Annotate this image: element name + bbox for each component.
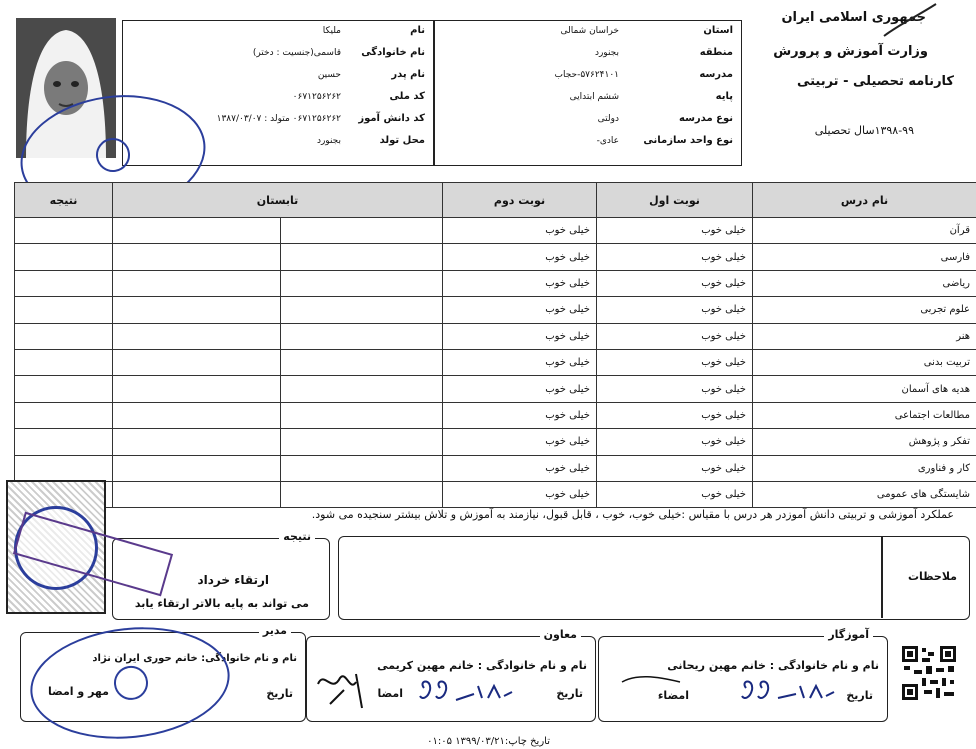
term1-cell: خیلی خوب <box>597 218 753 244</box>
eligibility-text: می تواند به پایه بالاتر ارتقاء یابد <box>134 597 309 610</box>
summer-cell-2 <box>281 297 443 323</box>
teacher-date-label: تاریخ <box>846 689 873 702</box>
summer-cell-2 <box>281 349 443 375</box>
table-row <box>15 270 976 296</box>
term1-cell: خیلی خوب <box>597 323 753 349</box>
subject-cell: ریاضی <box>753 270 976 296</box>
summer-cell <box>113 218 281 244</box>
grades-table <box>14 182 976 508</box>
table-row <box>15 455 976 481</box>
summer-cell <box>113 376 281 402</box>
term1-cell: خیلی خوب <box>597 376 753 402</box>
student-info-label: محل تولد <box>379 135 425 146</box>
teacher-date-handwritten <box>738 676 838 706</box>
table-header-row <box>15 183 976 218</box>
term1-cell: خیلی خوب <box>597 481 753 507</box>
col-result: نتیجه <box>15 183 113 218</box>
table-row <box>15 349 976 375</box>
table-row <box>15 402 976 428</box>
summer-cell-2 <box>281 376 443 402</box>
school-info-label: منطقه <box>699 47 733 58</box>
term1-cell: خیلی خوب <box>597 297 753 323</box>
student-info-value: ملیکا <box>322 26 341 36</box>
term2-cell: خیلی خوب <box>443 218 597 244</box>
summer-cell <box>113 297 281 323</box>
subject-cell: هنر <box>753 323 976 349</box>
student-info-value: حسین <box>317 70 341 80</box>
school-year: ۱۳۹۸-۹۹سال تحصیلی <box>814 124 914 137</box>
revenue-stamp <box>6 480 106 614</box>
subject-cell: علوم تجربی <box>753 297 976 323</box>
subject-cell: فارسی <box>753 244 976 270</box>
student-info-label: نام <box>410 25 425 36</box>
summer-cell <box>113 349 281 375</box>
teacher-role: آموزگار <box>824 628 873 641</box>
term2-cell: خیلی خوب <box>443 244 597 270</box>
school-info-value: خراسان شمالی <box>560 26 619 36</box>
summer-cell <box>113 481 281 507</box>
teacher-sign-label: امضاء <box>657 689 689 702</box>
principal-name: نام و نام خانوادگی: خانم حوری ایران نژاد <box>92 653 297 664</box>
subject-cell: هدیه های آسمان <box>753 376 976 402</box>
student-info-label: نام پدر <box>391 69 425 80</box>
promotion-text: ارتقاء خرداد <box>197 573 269 587</box>
school-info-value: ۵۷۶۲۴۱۰۱-حجاب <box>554 70 619 80</box>
term1-cell: خیلی خوب <box>597 244 753 270</box>
principal-seal-label: مهر و امضا <box>48 685 109 698</box>
term2-cell: خیلی خوب <box>443 481 597 507</box>
school-info-label: نوع واحد سازمانی <box>643 135 733 146</box>
student-info-value: ۰۶۷۱۲۵۶۲۶۲ <box>292 92 341 102</box>
table-row <box>15 323 976 349</box>
result-cell <box>15 376 113 402</box>
school-info-value: ششم ابتدایی <box>569 92 619 102</box>
col-term2: نوبت دوم <box>443 183 597 218</box>
deputy-name: نام و نام خانوادگی : خانم مهین کریمی <box>377 659 587 672</box>
term1-cell: خیلی خوب <box>597 349 753 375</box>
school-info-value: دولتی <box>597 114 619 124</box>
summer-cell <box>113 270 281 296</box>
result-cell <box>15 218 113 244</box>
deputy-role: معاون <box>540 628 581 641</box>
print-date: تاریخ چاپ:۱۳۹۹/۰۳/۲۱ ۰۱:۰۵ <box>427 736 550 747</box>
subject-cell: تربیت بدنی <box>753 349 976 375</box>
deputy-signature <box>310 664 380 710</box>
teacher-signature <box>616 672 686 692</box>
summer-cell-2 <box>281 402 443 428</box>
summer-cell-2 <box>281 270 443 296</box>
performance-note: عملکرد آموزشی و تربیتی دانش آموزدر هر درس با مقیاس :خیلی خوب، خوب ، قابل قبول، نیازمند به آموزش و تلاش بیشتر سنجیده می شود. <box>311 508 954 521</box>
result-cell <box>15 270 113 296</box>
deputy-date-handwritten <box>416 676 516 706</box>
summer-cell <box>113 429 281 455</box>
remarks-box <box>338 536 970 620</box>
report-title: کارنامه تحصیلی - تربیتی <box>796 74 954 89</box>
result-cell <box>15 244 113 270</box>
school-info-label: استان <box>703 25 733 36</box>
term2-cell: خیلی خوب <box>443 349 597 375</box>
result-cell <box>15 429 113 455</box>
summer-cell-2 <box>281 218 443 244</box>
term1-cell: خیلی خوب <box>597 270 753 296</box>
principal-date-label: تاریخ <box>266 687 293 700</box>
school-info-value: بجنورد <box>594 48 619 58</box>
subject-cell: شایستگی های عمومی <box>753 481 976 507</box>
term1-cell: خیلی خوب <box>597 429 753 455</box>
summer-cell <box>113 323 281 349</box>
term2-cell: خیلی خوب <box>443 376 597 402</box>
summer-cell-2 <box>281 244 443 270</box>
student-info-label: نام خانوادگی <box>361 47 425 58</box>
term1-cell: خیلی خوب <box>597 455 753 481</box>
term1-cell: خیلی خوب <box>597 402 753 428</box>
pen-mark <box>880 0 940 40</box>
school-info-label: نوع مدرسه <box>679 113 733 124</box>
table-row <box>15 297 976 323</box>
student-info-value: قاسمی(جنسیت : دختر) <box>252 48 341 58</box>
col-summer: تابستان <box>113 183 443 218</box>
deputy-date-label: تاریخ <box>556 687 583 700</box>
col-subject: نام درس <box>753 183 976 218</box>
term2-cell: خیلی خوب <box>443 429 597 455</box>
table-row <box>15 481 976 507</box>
result-cell <box>15 297 113 323</box>
summer-cell <box>113 455 281 481</box>
table-row <box>15 376 976 402</box>
summer-cell <box>113 244 281 270</box>
student-info-value: بجنورد <box>316 136 341 146</box>
summer-cell-2 <box>281 323 443 349</box>
student-info-label: کد ملی <box>389 91 425 102</box>
result-title: نتیجه <box>279 530 315 543</box>
subject-cell: کار و فناوری <box>753 455 976 481</box>
summer-cell-2 <box>281 429 443 455</box>
principal-role: مدیر <box>259 624 291 637</box>
deputy-sign-label: امضا <box>377 687 403 700</box>
term2-cell: خیلی خوب <box>443 323 597 349</box>
result-cell <box>15 455 113 481</box>
term2-cell: خیلی خوب <box>443 297 597 323</box>
table-row <box>15 429 976 455</box>
school-info-box <box>434 20 742 166</box>
qr-code-icon <box>900 644 958 702</box>
school-info-label: مدرسه <box>699 69 733 80</box>
subject-cell: مطالعات اجتماعی <box>753 402 976 428</box>
result-cell <box>15 323 113 349</box>
student-info-value: ۰۶۷۱۲۵۶۲۶۲ متولد : ۱۳۸۷/۰۳/۰۷ <box>216 114 341 124</box>
school-info-value: عادی- <box>596 136 619 146</box>
school-info-label: پایه <box>715 91 733 102</box>
term2-cell: خیلی خوب <box>443 270 597 296</box>
remarks-label: ملاحظات <box>908 570 957 583</box>
student-info-label: کد دانش آموز <box>358 113 425 124</box>
table-row <box>15 218 976 244</box>
subject-cell: تفکر و پژوهش <box>753 429 976 455</box>
summer-cell <box>113 402 281 428</box>
term2-cell: خیلی خوب <box>443 455 597 481</box>
subject-cell: قرآن <box>753 218 976 244</box>
teacher-name: نام و نام خانوادگی : خانم مهین ریحانی <box>667 659 879 672</box>
table-row <box>15 244 976 270</box>
result-cell <box>15 349 113 375</box>
result-cell <box>15 402 113 428</box>
republic-title: جمهوری اسلامی ایران <box>781 10 926 25</box>
summer-cell-2 <box>281 455 443 481</box>
summer-cell-2 <box>281 481 443 507</box>
col-term1: نوبت اول <box>597 183 753 218</box>
term2-cell: خیلی خوب <box>443 402 597 428</box>
ministry-title: وزارت آموزش و پرورش <box>773 44 928 59</box>
